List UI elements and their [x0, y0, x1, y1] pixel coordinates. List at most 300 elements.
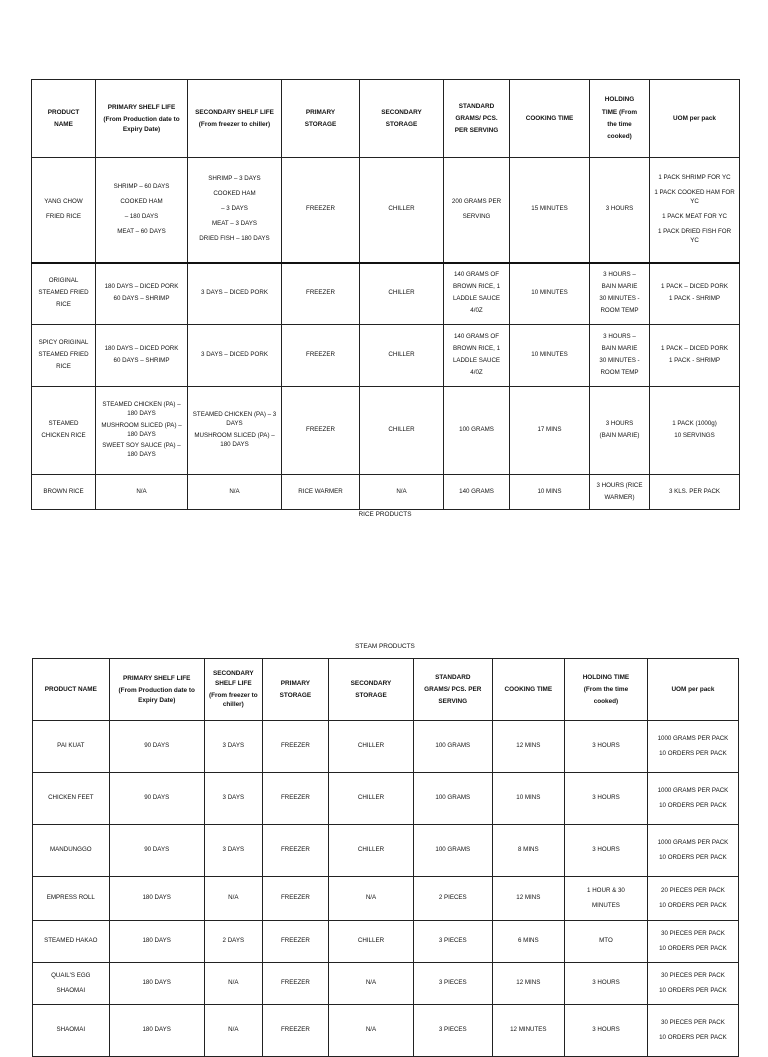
table-cell	[413, 773, 492, 825]
table-cell	[650, 325, 740, 387]
cell-line: QUAIL'S EGG	[51, 971, 91, 979]
table-cell	[262, 963, 328, 1005]
table-cell	[262, 773, 328, 825]
cell-line: 10 ORDERS PER PACK	[659, 749, 727, 757]
table-cell	[565, 963, 648, 1005]
cell-line: 12 MINUTES	[510, 1026, 547, 1033]
cell-line: N/A	[228, 979, 239, 986]
column-header	[96, 80, 188, 158]
table-cell	[650, 263, 740, 325]
table-cell	[510, 325, 590, 387]
table-cell	[565, 921, 648, 963]
column-header	[565, 659, 648, 721]
cell-line: BROWN RICE	[43, 487, 84, 495]
table-cell	[262, 921, 328, 963]
cell-line: 180 DAYS	[142, 1026, 171, 1033]
table-cell	[204, 721, 262, 773]
cell-line: PRIMARY SHELF LIFE	[122, 675, 191, 683]
cell-line: SERVING	[462, 212, 491, 220]
cell-line: CHILLER	[357, 794, 385, 801]
cell-line: 3 DAYS – DICED PORK	[201, 351, 268, 358]
cell-line: STANDARD	[435, 673, 471, 681]
cell-line: LADDLE SAUCE	[452, 357, 501, 364]
cell-line: cooked)	[593, 698, 619, 706]
cell-line: CHILLER	[388, 351, 415, 358]
cell-line: 30 PIECES PER PACK	[661, 929, 725, 937]
cell-line: MEAT – 3 DAYS	[211, 220, 258, 228]
cell-line: FREEZER	[280, 794, 310, 801]
table-row	[33, 825, 739, 877]
table-cell	[590, 325, 650, 387]
cell-line: 90 DAYS	[144, 794, 170, 801]
cell-line: FRIED RICE	[45, 212, 82, 220]
cell-line: BROWN RICE, 1	[452, 345, 501, 353]
cell-line: CHILLER	[357, 937, 385, 944]
rice-products-table	[31, 79, 740, 510]
table-cell	[33, 721, 110, 773]
cell-line: STANDARD	[458, 102, 495, 110]
table-cell	[32, 387, 96, 475]
cell-line: 200 GRAMS PER	[451, 197, 502, 205]
cell-line: SECONDARY	[350, 679, 392, 687]
cell-line: CHICKEN FEET	[48, 794, 94, 801]
table-cell	[329, 921, 414, 963]
column-header	[188, 80, 282, 158]
cell-line: 15 MINUTES	[531, 205, 568, 213]
cell-line: STORAGE	[385, 121, 418, 128]
cell-line: 10 ORDERS PER PACK	[659, 901, 727, 909]
table-cell	[565, 825, 648, 877]
column-header	[492, 659, 564, 721]
table-cell	[444, 325, 510, 387]
cell-line: FREEZER	[280, 1026, 310, 1033]
cell-line: 3 DAYS	[222, 742, 245, 749]
cell-line: 3 PIECES	[438, 979, 467, 986]
cell-line: 3 HOURS –	[603, 271, 636, 279]
cell-line: N/A	[365, 1026, 377, 1033]
cell-line: MTO	[599, 937, 613, 944]
cell-line: (From Production date to Expiry Date)	[103, 116, 180, 133]
cell-line: GRAMS/ PCS.	[455, 114, 498, 122]
table-cell	[329, 721, 414, 773]
table-row	[33, 773, 739, 825]
cell-line: YANG CHOW	[44, 197, 83, 205]
cell-line: RICE	[56, 362, 71, 370]
cell-line: LADDLE SAUCE	[452, 295, 501, 303]
cell-line: N/A	[228, 1026, 239, 1033]
cell-line: 180 DAYS	[142, 894, 171, 901]
table-row	[32, 263, 740, 325]
cell-line: SERVING	[438, 698, 468, 706]
column-header	[444, 80, 510, 158]
cell-line: BAIN MARIE	[601, 345, 638, 353]
cell-line: 3 HOURS	[605, 420, 634, 428]
cell-line: 3 HOURS	[605, 205, 634, 213]
cell-line: ROOM TEMP	[600, 368, 639, 376]
table-cell	[510, 158, 590, 263]
cell-line: PRIMARY SHELF LIFE	[107, 104, 176, 112]
cell-line: CHILLER	[388, 205, 415, 213]
cell-line: PAI KUAT	[57, 742, 85, 749]
table-cell	[413, 825, 492, 877]
cell-line: 3 HOURS (RICE	[596, 481, 643, 489]
column-header	[204, 659, 262, 721]
table-cell	[282, 475, 360, 510]
table-cell	[96, 158, 188, 263]
cell-line: 4/0Z	[470, 368, 483, 376]
cell-line: COOKED HAM	[213, 190, 256, 198]
cell-line: 140 GRAMS	[459, 487, 494, 495]
cell-line: 1 PACK – DICED PORK	[661, 345, 728, 353]
cell-line: 1 PACK (1000g)	[672, 420, 717, 428]
table-cell	[329, 773, 414, 825]
table-cell	[109, 963, 204, 1005]
table-cell	[413, 921, 492, 963]
cell-line: 180 DAYS – DICED PORK	[104, 345, 179, 353]
cell-line: 1 HOUR & 30	[587, 886, 625, 894]
cell-line: SHRIMP – 3 DAYS	[208, 175, 261, 183]
table-cell	[650, 387, 740, 475]
cell-line: STORAGE	[355, 692, 387, 699]
table-cell	[444, 158, 510, 263]
cell-line: MUSHROOM SLICED (PA) – 180 DAYS	[101, 421, 182, 438]
table-cell	[109, 721, 204, 773]
cell-line: 1 PACK - SHRIMP	[668, 295, 721, 303]
table-cell	[33, 921, 110, 963]
table-cell	[96, 387, 188, 475]
cell-line: 90 DAYS	[144, 846, 170, 853]
cell-line: ORIGINAL	[48, 277, 79, 285]
cell-line: STEAMED HAKAO	[44, 937, 98, 944]
table-cell	[565, 721, 648, 773]
cell-line: UOM per pack	[671, 685, 715, 693]
cell-line: 60 DAYS – SHRIMP	[113, 295, 170, 303]
table-cell	[565, 877, 648, 921]
cell-line: 4/0Z	[470, 307, 483, 315]
table-cell	[492, 773, 564, 825]
cell-line: 3 HOURS –	[603, 333, 636, 341]
cell-line: 140 GRAMS OF	[453, 271, 500, 279]
cell-line: – 3 DAYS	[221, 205, 248, 213]
cell-line: 10 MINS	[516, 794, 541, 801]
cell-line: STEAMED	[48, 420, 79, 428]
cell-line: PER SERVING	[454, 127, 499, 135]
cell-line: CHILLER	[388, 426, 415, 433]
cell-line: 100 GRAMS	[459, 426, 494, 433]
cell-line: PRIMARY	[280, 679, 311, 687]
cell-line: SHRIMP – 60 DAYS	[113, 182, 170, 190]
cell-line: 6 MINS	[518, 937, 539, 944]
column-header	[590, 80, 650, 158]
cell-line: FREEZER	[280, 979, 310, 986]
table-cell	[188, 475, 282, 510]
cell-line: MUSHROOM SLICED (PA) – 180 DAYS	[194, 432, 275, 448]
table-cell	[492, 963, 564, 1005]
table-cell	[650, 475, 740, 510]
cell-line: SECONDARY SHELF LIFE	[195, 108, 274, 116]
cell-line: EMPRESS ROLL	[46, 894, 95, 901]
cell-line: N/A	[136, 487, 147, 495]
cell-line: 1000 GRAMS PER PACK	[657, 734, 729, 742]
table-row	[33, 921, 739, 963]
cell-line: GRAMS/ PCS. PER	[424, 685, 482, 693]
table-cell	[590, 263, 650, 325]
table-cell	[413, 721, 492, 773]
cell-line: (From the time	[583, 685, 629, 693]
column-header	[282, 80, 360, 158]
table-cell	[329, 963, 414, 1005]
cell-line: 2 PIECES	[438, 894, 467, 901]
cell-line: RICE WARMER	[298, 487, 343, 495]
cell-line: 10 ORDERS PER PACK	[659, 944, 727, 952]
table-cell	[492, 877, 564, 921]
cell-line: 10 ORDERS PER PACK	[659, 986, 727, 994]
cell-line: PRODUCT	[47, 108, 80, 116]
table-cell	[444, 387, 510, 475]
cell-line: 17 MINS	[537, 426, 562, 433]
cell-line: 1 PACK - SHRIMP	[668, 357, 721, 364]
table-cell	[204, 921, 262, 963]
cell-line: 1 PACK SHRIMP FOR YC	[658, 173, 731, 181]
table-cell	[360, 263, 444, 325]
cell-line: BAIN MARIE	[601, 283, 638, 291]
cell-line: 1 PACK COOKED HAM FOR YC	[654, 188, 735, 205]
cell-line: 30 PIECES PER PACK	[661, 1018, 725, 1026]
table-cell	[647, 773, 738, 825]
table-cell	[647, 963, 738, 1005]
table-row	[32, 158, 740, 263]
table-cell	[492, 825, 564, 877]
cell-line: N/A	[228, 894, 239, 901]
cell-line: UOM per pack	[673, 114, 716, 122]
cell-line: TIME (From	[601, 108, 638, 116]
table-cell	[33, 1005, 110, 1057]
cell-line: 180 DAYS	[142, 979, 171, 986]
table-row	[32, 325, 740, 387]
table-cell	[188, 387, 282, 475]
cell-line: 3 HOURS	[592, 1026, 620, 1033]
table-cell	[510, 263, 590, 325]
cell-line: – 180 DAYS	[124, 212, 159, 220]
cell-line: 12 MINS	[516, 742, 541, 749]
cell-line: 8 MINS	[518, 846, 539, 853]
cell-line: 10 ORDERS PER PACK	[659, 801, 727, 809]
cell-line: 3 KLS. PER PACK	[668, 487, 721, 495]
table-cell	[109, 1005, 204, 1057]
cell-line: 180 DAYS – DICED PORK	[104, 283, 179, 291]
table-cell	[329, 825, 414, 877]
table-cell	[109, 921, 204, 963]
table-cell	[510, 475, 590, 510]
cell-line: 30 MINUTES -	[599, 357, 640, 364]
cell-line: 3 HOURS	[592, 794, 620, 801]
cell-line: CHILLER	[357, 846, 385, 853]
table-cell	[647, 825, 738, 877]
column-header	[650, 80, 740, 158]
cell-line: (From Production date to Expiry Date)	[118, 687, 195, 704]
table-cell	[32, 263, 96, 325]
cell-line: STEAMED FRIED	[38, 289, 89, 297]
table-cell	[33, 877, 110, 921]
cell-line: the time	[607, 121, 632, 128]
table-cell	[33, 773, 110, 825]
table-cell	[413, 877, 492, 921]
cell-line: HOLDING	[604, 96, 635, 104]
cell-line: SECONDARY	[381, 108, 422, 116]
table-cell	[33, 825, 110, 877]
column-header	[413, 659, 492, 721]
cell-line: MEAT – 60 DAYS	[117, 227, 166, 235]
table-cell	[32, 158, 96, 263]
table-cell	[647, 1005, 738, 1057]
rice-header-row	[32, 80, 740, 158]
table-cell	[262, 877, 328, 921]
table-row	[33, 1005, 739, 1057]
cell-line: N/A	[229, 487, 240, 495]
cell-line: 3 HOURS	[592, 742, 620, 749]
table-cell	[96, 325, 188, 387]
cell-line: WARMER)	[604, 493, 635, 501]
table-cell	[204, 963, 262, 1005]
table-cell	[590, 387, 650, 475]
cell-line: 10 MINUTES	[531, 289, 568, 297]
table-cell	[650, 158, 740, 263]
table-cell	[204, 1005, 262, 1057]
column-header	[329, 659, 414, 721]
cell-line: 100 GRAMS	[435, 846, 471, 853]
cell-line: 3 HOURS	[592, 979, 620, 986]
cell-line: 3 DAYS	[222, 794, 245, 801]
table-cell	[492, 1005, 564, 1057]
cell-line: FREEZER	[306, 289, 335, 297]
steam-products-caption: STEAM PRODUCTS	[355, 643, 415, 650]
cell-line: DRIED FISH – 180 DAYS	[199, 235, 270, 243]
table-cell	[96, 475, 188, 510]
cell-line: FREEZER	[306, 426, 335, 433]
cell-line: NAME	[54, 121, 73, 128]
cell-line: PRODUCT NAME	[44, 685, 97, 693]
cell-line: 10 ORDERS PER PACK	[659, 853, 727, 861]
cell-line: FREEZER	[280, 937, 310, 944]
cell-line: CHILLER	[357, 742, 385, 749]
table-cell	[188, 263, 282, 325]
cell-line: 10 SERVINGS	[674, 432, 715, 439]
cell-line: STEAMED CHICKEN (PA) – 3 DAYS	[192, 411, 277, 428]
cell-line: N/A	[396, 487, 407, 495]
cell-line: CHICKEN RICE	[41, 432, 86, 439]
cell-line: 30 PIECES PER PACK	[661, 971, 725, 979]
table-cell	[262, 1005, 328, 1057]
cell-line: 3 DAYS	[222, 846, 245, 853]
cell-line: 140 GRAMS OF	[453, 333, 500, 341]
column-header	[262, 659, 328, 721]
table-cell	[510, 387, 590, 475]
cell-line: 1 PACK – DICED PORK	[661, 283, 728, 291]
column-header	[360, 80, 444, 158]
table-cell	[413, 1005, 492, 1057]
cell-line: 180 DAYS	[142, 937, 171, 944]
column-header	[510, 80, 590, 158]
table-cell	[109, 825, 204, 877]
table-cell	[444, 475, 510, 510]
table-cell	[492, 721, 564, 773]
cell-line: SHAOMAI	[56, 1026, 86, 1033]
steam-products-table	[32, 658, 739, 1057]
cell-line: SHAOMAI	[56, 986, 86, 994]
cell-line: FREEZER	[280, 894, 310, 901]
column-header	[647, 659, 738, 721]
table-cell	[360, 475, 444, 510]
table-cell	[647, 721, 738, 773]
cell-line: SPICY ORIGINAL	[38, 339, 89, 347]
cell-line: STEAMED FRIED	[38, 351, 89, 358]
cell-line: CHILLER	[388, 289, 415, 297]
cell-line: COOKED HAM	[120, 197, 163, 205]
cell-line: BROWN RICE, 1	[452, 283, 501, 291]
cell-line: 10 MINUTES	[531, 351, 568, 358]
cell-line: 20 PIECES PER PACK	[661, 886, 725, 894]
table-cell	[647, 877, 738, 921]
table-cell	[647, 921, 738, 963]
cell-line: cooked)	[607, 133, 632, 141]
column-header	[109, 659, 204, 721]
cell-line: SWEET SOY SAUCE (PA) – 180 DAYS	[102, 442, 181, 459]
table-cell	[329, 877, 414, 921]
cell-line: 1 PACK DRIED FISH FOR YC	[657, 227, 732, 244]
table-cell	[32, 325, 96, 387]
table-row	[33, 963, 739, 1005]
cell-line: COOKING TIME	[504, 685, 553, 693]
cell-line: SECONDARY SHELF LIFE	[213, 670, 254, 687]
cell-line: RICE	[56, 301, 71, 309]
table-cell	[262, 825, 328, 877]
table-cell	[565, 773, 648, 825]
table-cell	[262, 721, 328, 773]
cell-line: ROOM TEMP	[600, 307, 639, 315]
table-cell	[360, 325, 444, 387]
table-cell	[492, 921, 564, 963]
table-cell	[590, 475, 650, 510]
cell-line: 3 DAYS – DICED PORK	[201, 289, 268, 297]
cell-line: MINUTES	[592, 901, 620, 909]
table-cell	[360, 387, 444, 475]
cell-line: STEAMED CHICKEN (PA) – 180 DAYS	[102, 400, 181, 417]
cell-line: (From freezer to chiller)	[208, 692, 258, 709]
cell-line: 12 MINS	[516, 894, 541, 901]
table-cell	[96, 263, 188, 325]
table-row	[33, 721, 739, 773]
cell-line: 10 MINS	[537, 487, 562, 495]
table-row	[32, 387, 740, 475]
table-cell	[282, 158, 360, 263]
cell-line: FREEZER	[280, 846, 310, 853]
table-cell	[282, 325, 360, 387]
cell-line: 100 GRAMS	[435, 794, 471, 801]
cell-line: 1000 GRAMS PER PACK	[657, 786, 729, 794]
cell-line: (BAIN MARIE)	[599, 432, 640, 439]
table-cell	[282, 387, 360, 475]
cell-line: PRIMARY	[305, 108, 336, 116]
cell-line: 100 GRAMS	[435, 742, 471, 749]
table-cell	[109, 773, 204, 825]
table-cell	[109, 877, 204, 921]
steam-header-row	[33, 659, 739, 721]
table-row	[33, 877, 739, 921]
cell-line: FREEZER	[280, 742, 310, 749]
table-cell	[565, 1005, 648, 1057]
table-cell	[329, 1005, 414, 1057]
cell-line: COOKING TIME	[525, 114, 574, 122]
